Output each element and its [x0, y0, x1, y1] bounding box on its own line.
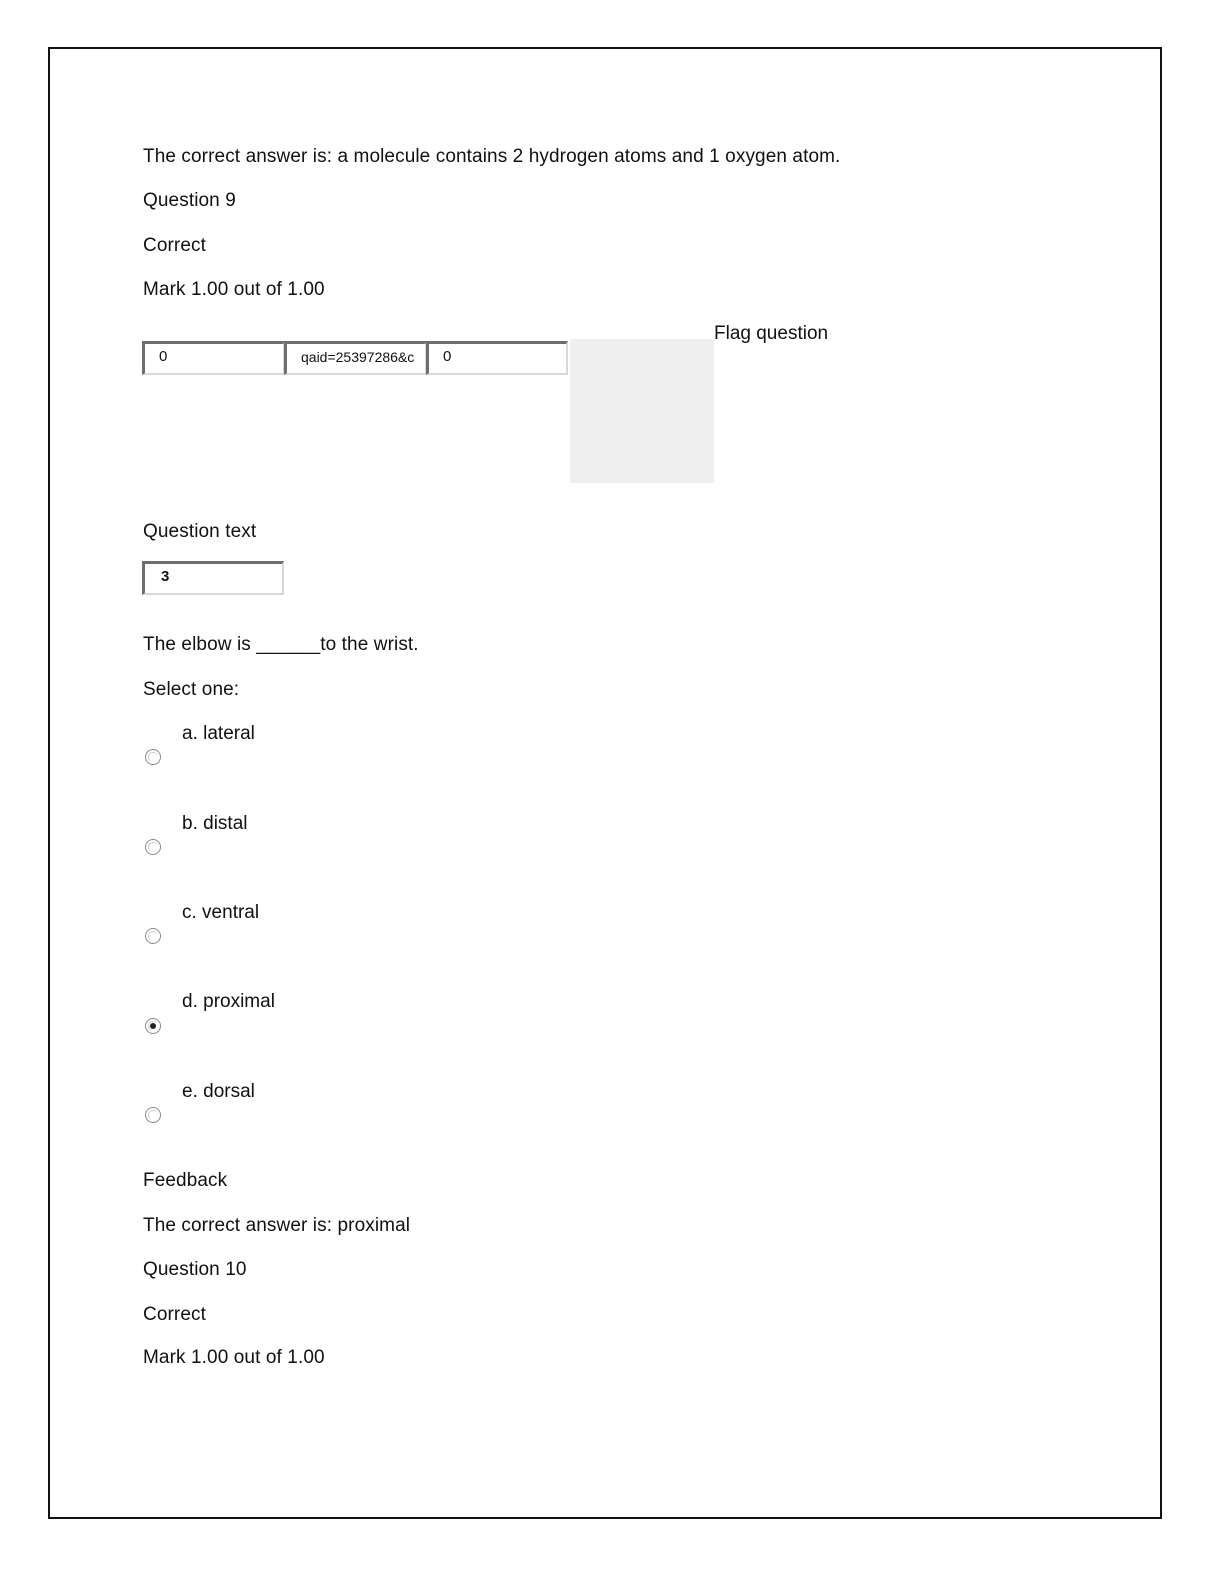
option-e-label: e. dorsal	[182, 1081, 255, 1102]
question-9-mark: Mark 1.00 out of 1.00	[143, 279, 325, 300]
question-9-correct-answer: The correct answer is: proximal	[143, 1215, 411, 1236]
option-d-label: d. proximal	[182, 991, 275, 1012]
option-c-radio[interactable]	[145, 928, 161, 944]
question-9-status: Correct	[143, 235, 206, 256]
question-number-field[interactable]: 3	[142, 561, 284, 595]
hidden-field-sequence[interactable]: 0	[142, 341, 285, 375]
page-border	[48, 47, 1162, 1519]
select-one-label: Select one:	[143, 679, 240, 700]
flag-question-link[interactable]: Flag question	[714, 323, 829, 344]
previous-correct-answer: The correct answer is: a molecule contains 2 hydrogen atoms and 1 oxygen atom.	[143, 146, 841, 167]
option-b-radio[interactable]	[145, 839, 161, 855]
radio-selected-dot	[150, 1023, 156, 1029]
hidden-field-flagged[interactable]: 0	[426, 341, 568, 375]
feedback-heading: Feedback	[143, 1170, 228, 1191]
hidden-field-qaid[interactable]: qaid=25397286&c	[284, 341, 427, 375]
question-10-mark: Mark 1.00 out of 1.00	[143, 1347, 325, 1368]
question-text-heading: Question text	[143, 521, 257, 542]
option-e-radio[interactable]	[145, 1107, 161, 1123]
option-a-label: a. lateral	[182, 723, 255, 744]
option-c-label: c. ventral	[182, 902, 260, 923]
question-9-title: Question 9	[143, 190, 236, 211]
question-10-title: Question 10	[143, 1259, 247, 1280]
option-b-label: b. distal	[182, 813, 248, 834]
flag-icon-placeholder[interactable]	[570, 339, 714, 483]
question-prompt: The elbow is ______to the wrist.	[143, 634, 419, 655]
option-a-radio[interactable]	[145, 749, 161, 765]
question-10-status: Correct	[143, 1304, 206, 1325]
option-d-radio[interactable]	[145, 1018, 161, 1034]
